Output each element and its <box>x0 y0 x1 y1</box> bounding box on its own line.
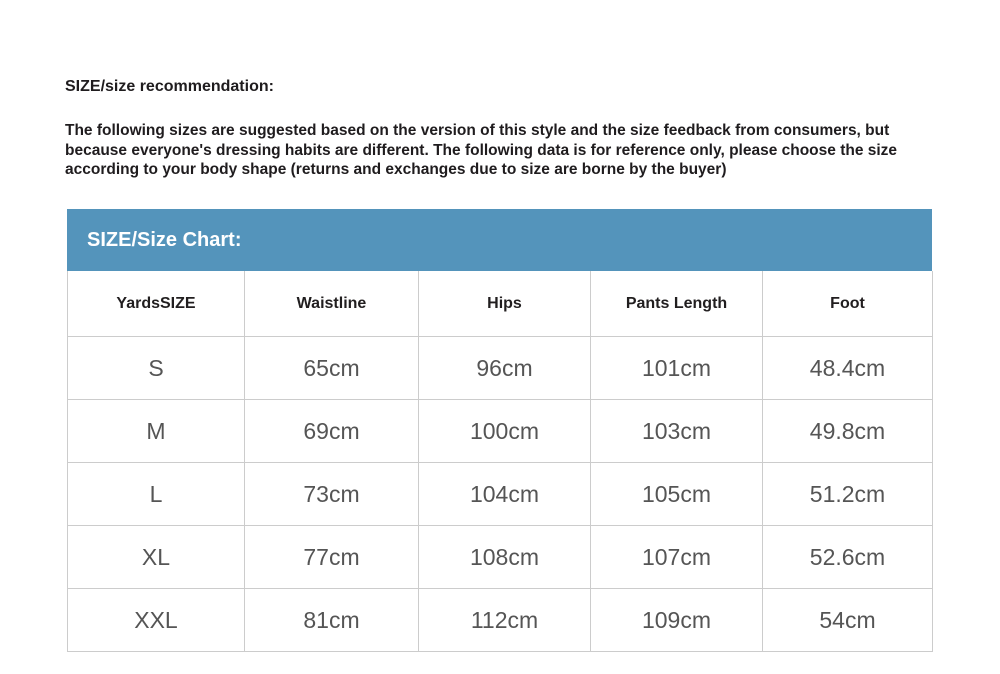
cell-waistline: 69cm <box>245 400 419 463</box>
cell-pants-length: 105cm <box>591 463 763 526</box>
size-recommendation-paragraph: The following sizes are suggested based on the version of this style and the size feedback from consumers, but because everyone's dressing habits are different. The following data is for reference only, please choose the size according to your body shape (returns and exchanges due to size are borne by the buyer) <box>65 122 898 178</box>
cell-waistline: 65cm <box>245 337 419 400</box>
cell-foot: 48.4cm <box>763 337 933 400</box>
cell-foot: 52.6cm <box>763 526 933 589</box>
cell-size: L <box>68 463 245 526</box>
size-chart <box>67 209 932 652</box>
cell-foot: 54cm <box>763 589 933 652</box>
column-header-pants-length: Pants Length <box>591 271 763 337</box>
column-header-waistline: Waistline <box>245 271 419 337</box>
table-row-l <box>68 463 933 526</box>
cell-waistline: 81cm <box>245 589 419 652</box>
cell-pants-length: 109cm <box>591 589 763 652</box>
cell-pants-length: 103cm <box>591 400 763 463</box>
cell-hips: 96cm <box>419 337 591 400</box>
cell-waistline: 77cm <box>245 526 419 589</box>
column-header-hips: Hips <box>419 271 591 337</box>
table-row-xl <box>68 526 933 589</box>
cell-size: XXL <box>68 589 245 652</box>
table-row-xxl <box>68 589 933 652</box>
column-header-yardssize: YardsSIZE <box>68 271 245 337</box>
size-chart-table <box>67 271 933 652</box>
cell-hips: 104cm <box>419 463 591 526</box>
column-header-foot: Foot <box>763 271 933 337</box>
cell-pants-length: 107cm <box>591 526 763 589</box>
table-row-m <box>68 400 933 463</box>
cell-waistline: 73cm <box>245 463 419 526</box>
size-chart-title: SIZE/Size Chart: <box>87 228 242 251</box>
size-recommendation-heading: SIZE/size recommendation: <box>65 78 274 95</box>
cell-hips: 112cm <box>419 589 591 652</box>
table-header-row <box>68 271 933 337</box>
cell-size: S <box>68 337 245 400</box>
cell-size: XL <box>68 526 245 589</box>
cell-pants-length: 101cm <box>591 337 763 400</box>
cell-foot: 51.2cm <box>763 463 933 526</box>
size-chart-title-banner <box>67 209 932 271</box>
cell-size: M <box>68 400 245 463</box>
cell-hips: 108cm <box>419 526 591 589</box>
cell-hips: 100cm <box>419 400 591 463</box>
cell-foot: 49.8cm <box>763 400 933 463</box>
table-row-s <box>68 337 933 400</box>
